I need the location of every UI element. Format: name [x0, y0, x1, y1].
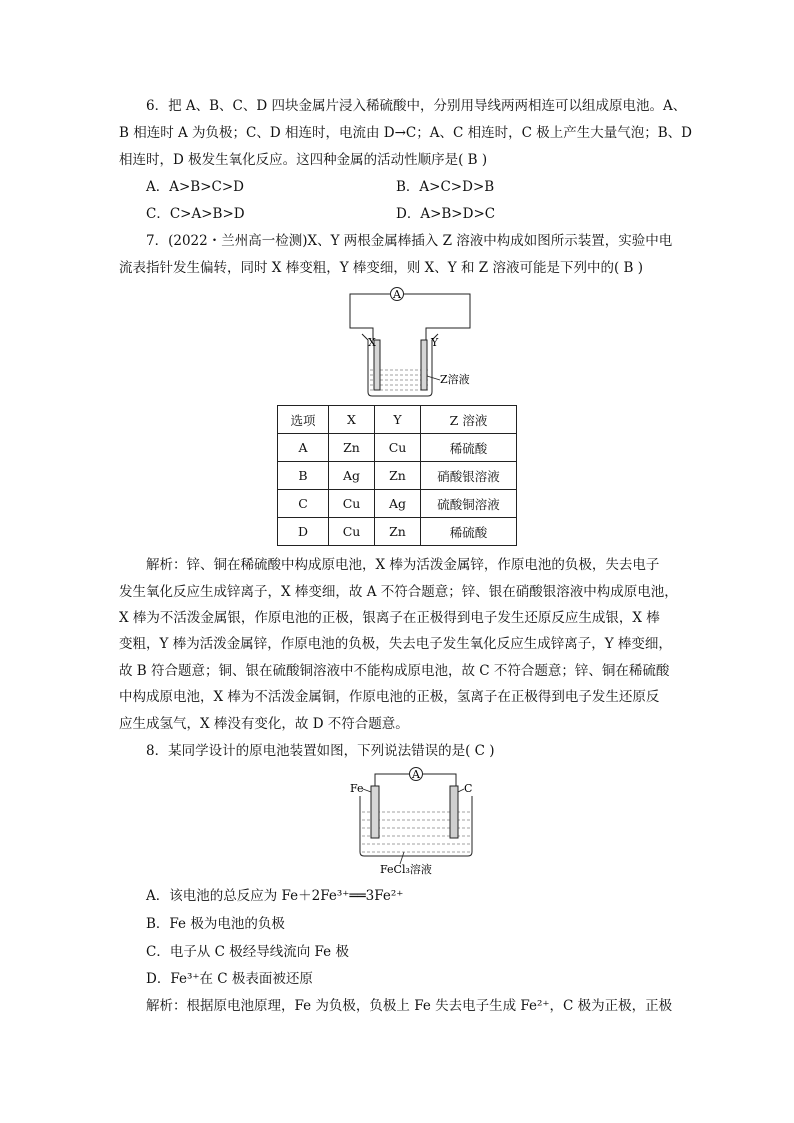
q8-electrode-fe [371, 786, 379, 838]
q7-options-table [277, 405, 517, 546]
q8-electrode-c [450, 786, 458, 838]
q6-option-a: A．A>B>C>D [146, 179, 245, 195]
q7-line-2: 流表指针发生偏转，同时 X 棒变粗，Y 棒变细，则 X、Y 和 Z 溶液可能是下列中的( B ) [119, 260, 644, 276]
q7-y-label: Y [431, 336, 439, 349]
table-row [278, 490, 517, 518]
q7-analysis-line-4: 变粗，Y 棒为活泼金属锌，作原电池的负极，失去电子发生氧化反应生成锌离子，Y 棒变细， [119, 636, 672, 652]
table-cell: Zn [375, 462, 421, 490]
q8-analysis-line-1: 解析：根据原电池原理，Fe 为负极，负极上 Fe 失去电子生成 Fe²⁺，C 极为正极，正极 [146, 998, 673, 1014]
q7-x-label: X [368, 336, 376, 349]
table-header-cell: Z 溶液 [421, 406, 517, 434]
table-cell: B [278, 462, 329, 490]
table-cell: Ag [329, 462, 375, 490]
table-cell: D [278, 518, 329, 546]
table-cell: Cu [375, 434, 421, 462]
table-header-cell: Y [375, 406, 421, 434]
q8-line-1: 8．某同学设计的原电池装置如图，下列说法错误的是( C ) [146, 743, 495, 759]
q7-apparatus-figure [340, 284, 480, 402]
q7-rod-y [421, 340, 427, 390]
q7-analysis-line-2: 发生氧化反应生成锌离子，X 棒变细，故 A 不符合题意；锌、银在硝酸银溶液中构成原电池， [119, 584, 678, 600]
q8-ammeter-label: A [412, 768, 420, 781]
table-cell: A [278, 434, 329, 462]
q7-solution-label: Z溶液 [440, 373, 470, 386]
table-row [278, 434, 517, 462]
q8-option-a: A．该电池的总反应为 Fe＋2Fe³⁺══3Fe²⁺ [146, 888, 404, 904]
table-row [278, 518, 517, 546]
q7-analysis-line-7: 应生成氢气，X 棒没有变化，故 D 不符合题意。 [119, 716, 409, 732]
q6-option-b: B．A>C>D>B [396, 179, 495, 195]
table-cell: Zn [329, 434, 375, 462]
table-cell: 硫酸铜溶液 [421, 490, 517, 518]
q7-line-1: 7．(2022・兰州高一检测)X、Y 两根金属棒插入 Z 溶液中构成如图所示装置，实验中电 [146, 233, 673, 249]
table-row [278, 462, 517, 490]
q6-line-3: 相连时，D 极发生氧化反应。这四种金属的活动性顺序是( B ) [119, 152, 488, 168]
q7-analysis-line-5: 故 B 符合题意；铜、银在硫酸铜溶液中不能构成原电池，故 C 不符合题意；锌、铜在稀硫酸 [119, 663, 670, 679]
q6-option-d: D．A>B>D>C [396, 206, 496, 222]
table-cell: C [278, 490, 329, 518]
table-cell: 稀硫酸 [421, 434, 517, 462]
q6-line-2: B 相连时 A 为负极；C、D 相连时，电流由 D→C；A、C 相连时，C 极上产生大量气泡；B、D [119, 125, 692, 141]
q7-analysis-line-3: X 棒为不活泼金属银，作原电池的正极，银离子在正极得到电子发生还原反应生成银，X 棒 [119, 610, 660, 626]
q8-option-b: B．Fe 极为电池的负极 [146, 916, 285, 932]
q7-analysis-line-6: 中构成原电池，X 棒为不活泼金属铜，作原电池的正极，氢离子在正极得到电子发生还原反 [119, 689, 660, 705]
q8-c-label: C [464, 782, 473, 795]
q7-analysis-line-1: 解析：锌、铜在稀硫酸中构成原电池，X 棒为活泼金属锌，作原电池的负极，失去电子 [146, 557, 660, 573]
table-cell: Cu [329, 518, 375, 546]
q6-option-c: C．C>A>B>D [146, 206, 245, 222]
table-header-row [278, 406, 517, 434]
table-cell: 稀硫酸 [421, 518, 517, 546]
q8-fe-label: Fe [350, 782, 364, 795]
q8-apparatus-figure [344, 764, 484, 876]
table-cell: Zn [375, 518, 421, 546]
q7-ammeter-label: A [393, 288, 401, 301]
q8-option-d: D．Fe³⁺在 C 极表面被还原 [146, 971, 313, 987]
table-header-cell: X [329, 406, 375, 434]
table-cell: Ag [375, 490, 421, 518]
q8-option-c: C．电子从 C 极经导线流向 Fe 极 [146, 944, 349, 960]
q7-wire [350, 294, 470, 340]
table-header-cell: 选项 [278, 406, 329, 434]
q8-solution-label: FeCl₃溶液 [380, 863, 432, 876]
table-cell: 硝酸银溶液 [421, 462, 517, 490]
table-cell: Cu [329, 490, 375, 518]
q6-line-1: 6．把 A、B、C、D 四块金属片浸入稀硫酸中，分别用导线两两相连可以组成原电池。A、 [146, 98, 687, 114]
